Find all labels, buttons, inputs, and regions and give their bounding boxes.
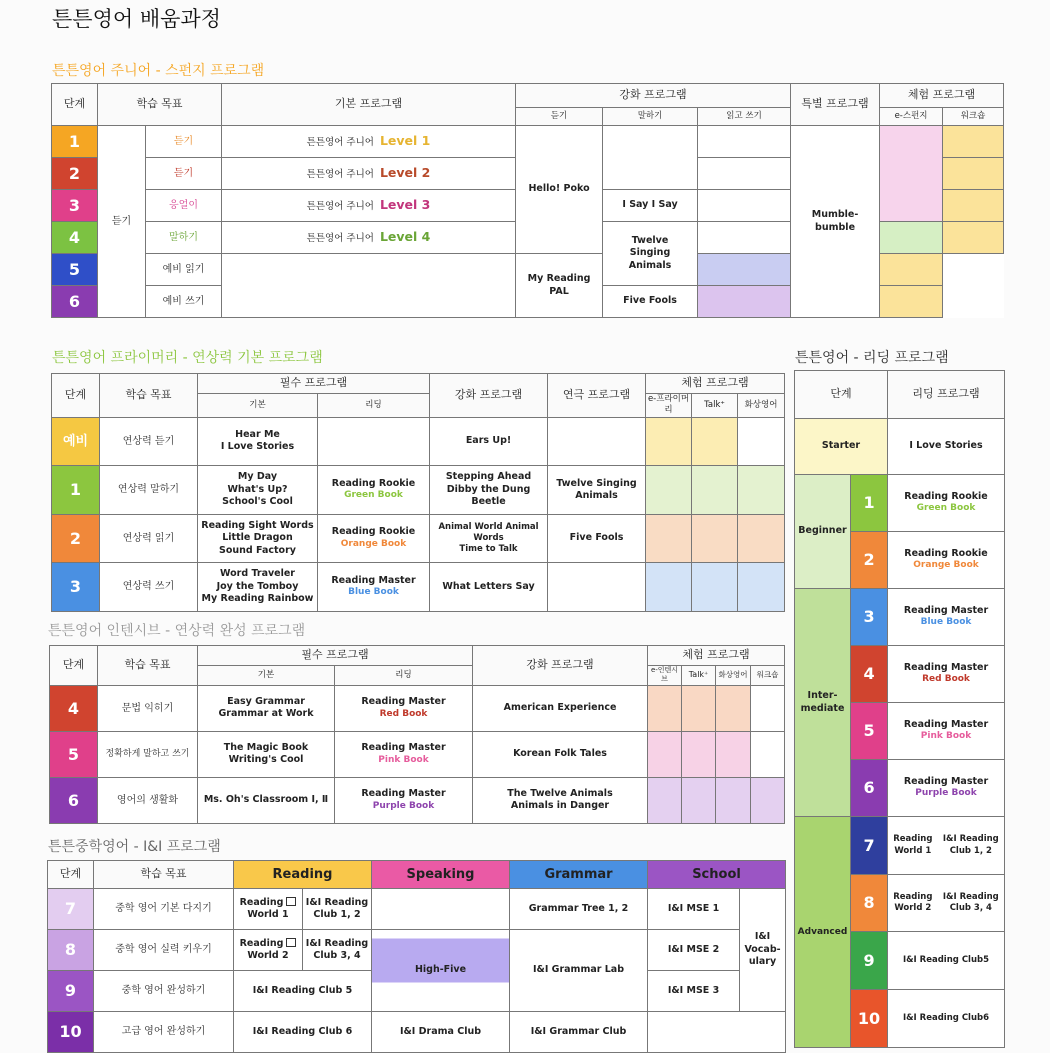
primary-title: 튼튼영어 프라이머리 - 연상력 기본 프로그램	[52, 350, 323, 366]
empty-cell	[698, 126, 791, 158]
intensive-goal: 정확하게 말하고 쓰기	[98, 731, 198, 777]
primary-basic: Reading Sight Words Little Dragon Sound Factory	[198, 514, 318, 562]
primary-goal: 연상력 읽기	[100, 514, 198, 562]
primary-goal: 연상력 쓰기	[100, 562, 198, 611]
twelve-singing-animals: Twelve Singing Animals	[603, 222, 698, 286]
esponge-cell	[880, 126, 943, 222]
level-badge: 6	[851, 760, 888, 817]
primary-basic: My Day What's Up? School's Cool	[198, 465, 318, 514]
level-badge: 2	[52, 158, 98, 190]
reading-program-split: Reading World 1 I&I Reading Club 1, 2	[888, 817, 1005, 875]
trial-cell	[716, 685, 751, 731]
primary-enhance: Stepping Ahead Dibby the Dung Beetle	[430, 465, 548, 514]
level-label: Level 4	[379, 229, 431, 245]
trial-cell	[716, 731, 751, 777]
i-say-i-say: I Say I Say	[603, 190, 698, 222]
level-badge: 3	[851, 589, 888, 646]
reading-program: I Love Stories	[888, 419, 1005, 475]
empty-cell	[603, 126, 698, 190]
intensive-reading: Reading Master Red Book	[335, 685, 473, 731]
primary-h-eprimary: e-프라이머리	[646, 394, 692, 418]
junior-goal-group: 듣기	[98, 126, 146, 318]
trial-cell	[692, 562, 738, 611]
level-badge: 5	[52, 254, 98, 286]
trial-cell	[648, 777, 682, 823]
primary-enhance: What Letters Say	[430, 562, 548, 611]
mumble-bumble: Mumble- bumble	[791, 126, 880, 318]
mse-1: I&I MSE 1	[648, 889, 740, 930]
level-badge: 2	[851, 532, 888, 589]
trial-cell	[738, 514, 785, 562]
junior-goal: 말하기	[146, 222, 222, 254]
program-name: 튼튼영어 주니어	[306, 169, 374, 181]
trial-cell	[692, 514, 738, 562]
middle-h-goal: 학습 목표	[94, 861, 234, 889]
intensive-enhance: The Twelve Animals Animals in Danger	[473, 777, 648, 823]
drama-club: I&I Drama Club	[372, 1012, 510, 1053]
middle-h-grammar: Grammar	[510, 861, 648, 889]
trial-cell	[682, 685, 716, 731]
program-name: 튼튼영어 주니어	[306, 137, 374, 149]
junior-h-workshop: 워크숍	[943, 108, 1004, 126]
intensive-enhance: Korean Folk Tales	[473, 731, 648, 777]
trial-cell	[646, 465, 692, 514]
junior-h-esponge: e-스펀지	[880, 108, 943, 126]
workshop-cell	[943, 126, 1004, 158]
level-badge: 1	[851, 475, 888, 532]
junior-h-readwrite: 읽고 쓰기	[698, 108, 791, 126]
trial-cell	[646, 562, 692, 611]
trial-cell	[692, 417, 738, 465]
intensive-h-talk: Talk⁺	[682, 666, 716, 686]
intensive-h-level: 단계	[50, 646, 98, 686]
primary-reading: Reading Rookie Green Book	[318, 465, 430, 514]
primary-h-reading: 리딩	[318, 394, 430, 418]
empty-cell	[698, 158, 791, 190]
junior-h-goal: 학습 목표	[98, 84, 222, 126]
junior-h-trial: 체험 프로그램	[880, 84, 1004, 108]
empty-cell	[548, 562, 646, 611]
primary-h-basic: 기본	[198, 394, 318, 418]
workshop-cell	[943, 222, 1004, 254]
level-badge: 1	[52, 126, 98, 158]
intensive-basic: Easy Grammar Grammar at Work	[198, 685, 335, 731]
starter-label: Starter	[795, 419, 888, 475]
advanced-label: Advanced	[795, 817, 851, 1048]
grammar-club: I&I Grammar Club	[510, 1012, 648, 1053]
trial-cell	[738, 562, 785, 611]
trial-cell	[646, 514, 692, 562]
reading-club-1-2: I&I Reading Club 1, 2	[303, 889, 372, 930]
primary-h-trial: 체험 프로그램	[646, 374, 785, 394]
beginner-label: Beginner	[795, 475, 851, 589]
primary-h-drama: 연극 프로그램	[548, 374, 646, 418]
esponge-cell	[698, 254, 791, 286]
intensive-goal: 문법 익히기	[98, 685, 198, 731]
middle-goal: 중학 영어 기본 다지기	[94, 889, 234, 930]
reading-program: Reading Master Blue Book	[888, 589, 1005, 646]
workshop-cell	[880, 286, 943, 318]
trial-cell	[716, 777, 751, 823]
level-badge: 3	[52, 562, 100, 611]
program-name: 튼튼영어 주니어	[306, 233, 374, 245]
level-badge: 7	[48, 889, 94, 930]
junior-program	[222, 222, 516, 254]
intensive-h-trial: 체험 프로그램	[648, 646, 785, 666]
middle-goal: 중학 영어 완성하기	[94, 971, 234, 1012]
junior-h-listen: 듣기	[516, 108, 603, 126]
empty-cell	[751, 731, 785, 777]
reading-program: I&I Reading Club5	[888, 932, 1005, 990]
level-badge: 2	[52, 514, 100, 562]
empty-cell	[698, 222, 791, 254]
trial-cell	[682, 731, 716, 777]
primary-h-talk: Talk⁺	[692, 394, 738, 418]
trial-cell	[738, 465, 785, 514]
reading-club-3-4: I&I Reading Club 3, 4	[303, 930, 372, 971]
mse-2: I&I MSE 2	[648, 930, 740, 971]
level-badge: 10	[851, 990, 888, 1048]
junior-goal: 듣기	[146, 126, 222, 158]
primary-table	[51, 373, 785, 612]
trial-cell	[648, 685, 682, 731]
middle-h-speaking: Speaking	[372, 861, 510, 889]
intensive-h-workshop: 워크숍	[751, 666, 785, 686]
empty-cell	[318, 417, 430, 465]
trial-cell	[648, 731, 682, 777]
workshop-cell	[943, 190, 1004, 222]
primary-basic: Word Traveler Joy the Tomboy My Reading Rainbow	[198, 562, 318, 611]
primary-h-goal: 학습 목표	[100, 374, 198, 418]
middle-table	[47, 860, 786, 1053]
primary-drama: Twelve Singing Animals	[548, 465, 646, 514]
level-badge: 3	[52, 190, 98, 222]
monitor-icon	[286, 938, 296, 947]
level-badge: 10	[48, 1012, 94, 1053]
level-badge: 9	[48, 971, 94, 1012]
level-badge: 4	[52, 222, 98, 254]
reading-program: Reading Master Pink Book	[888, 703, 1005, 760]
reading-program: I&I Reading Club6	[888, 990, 1005, 1048]
intensive-h-enhance: 강화 프로그램	[473, 646, 648, 686]
hello-poko: Hello! Poko	[516, 126, 603, 254]
trial-cell	[751, 777, 785, 823]
empty-cell	[751, 685, 785, 731]
reading-club-5: I&I Reading Club 5	[234, 971, 372, 1012]
program-name: 튼튼영어 주니어	[306, 201, 374, 213]
primary-basic: Hear Me I Love Stories	[198, 417, 318, 465]
primary-reading: Reading Master Blue Book	[318, 562, 430, 611]
primary-drama: Five Fools	[548, 514, 646, 562]
middle-h-school: School	[648, 861, 786, 889]
empty-cell	[698, 190, 791, 222]
level-badge: 7	[851, 817, 888, 875]
level-badge: 8	[48, 930, 94, 971]
junior-h-enhance: 강화 프로그램	[516, 84, 791, 108]
intermediate-label: Inter- mediate	[795, 589, 851, 817]
empty-cell	[372, 889, 510, 930]
reading-program: Reading Rookie Orange Book	[888, 532, 1005, 589]
level-badge: 1	[52, 465, 100, 514]
empty-cell	[648, 1012, 786, 1053]
intensive-h-reading: 리딩	[335, 666, 473, 686]
junior-h-basic: 기본 프로그램	[222, 84, 516, 126]
intensive-title: 튼튼영어 인텐시브 - 연상력 완성 프로그램	[48, 623, 306, 639]
junior-h-speak: 말하기	[603, 108, 698, 126]
reading-h-program: 리딩 프로그램	[888, 371, 1005, 419]
intensive-h-required: 필수 프로그램	[198, 646, 473, 666]
intensive-goal: 영어의 생활화	[98, 777, 198, 823]
primary-h-video: 화상영어	[738, 394, 785, 418]
primary-goal: 연상력 말하기	[100, 465, 198, 514]
intensive-h-goal: 학습 목표	[98, 646, 198, 686]
junior-goal: 듣기	[146, 158, 222, 190]
primary-h-level: 단계	[52, 374, 100, 418]
vocabulary: I&I Vocab- ulary	[740, 889, 786, 1012]
level-badge: 6	[52, 286, 98, 318]
primary-reading: Reading Rookie Orange Book	[318, 514, 430, 562]
reading-club-6: I&I Reading Club 6	[234, 1012, 372, 1053]
middle-h-level: 단계	[48, 861, 94, 889]
junior-program	[222, 158, 516, 190]
esponge-cell	[880, 222, 943, 254]
empty-cell	[548, 417, 646, 465]
page-title: 튼튼영어 배움과정	[52, 7, 221, 31]
intensive-reading: Reading Master Pink Book	[335, 731, 473, 777]
intensive-h-eintensive: e-인텐시브	[648, 666, 682, 686]
level-label: Level 3	[379, 197, 431, 213]
reading-world-1: Reading World 1	[234, 889, 303, 930]
primary-enhance: Animal World Animal Words Time to Talk	[430, 514, 548, 562]
junior-table	[51, 83, 1004, 318]
intensive-h-basic: 기본	[198, 666, 335, 686]
junior-h-special: 특별 프로그램	[791, 84, 880, 126]
primary-h-enhance: 강화 프로그램	[430, 374, 548, 418]
workshop-cell	[943, 158, 1004, 190]
level-badge: 5	[851, 703, 888, 760]
five-fools: Five Fools	[603, 286, 698, 318]
intensive-h-video: 화상영어	[716, 666, 751, 686]
reading-program: Reading Master Purple Book	[888, 760, 1005, 817]
middle-title: 튼튼중학영어 - I&I 프로그램	[48, 839, 221, 855]
junior-title: 튼튼영어 주니어 - 스펀지 프로그램	[52, 63, 265, 79]
mse-3: I&I MSE 3	[648, 971, 740, 1012]
junior-goal: 응얼이	[146, 190, 222, 222]
my-reading-pal: My Reading PAL	[516, 254, 603, 318]
intensive-basic: The Magic Book Writing's Cool	[198, 731, 335, 777]
level-badge: 9	[851, 932, 888, 990]
level-label: Level 1	[379, 133, 431, 149]
level-badge: 6	[50, 777, 98, 823]
primary-h-required: 필수 프로그램	[198, 374, 430, 394]
esponge-cell	[698, 286, 791, 318]
middle-goal: 중학 영어 실력 키우기	[94, 930, 234, 971]
workshop-cell	[880, 254, 943, 286]
empty-cell	[222, 254, 516, 318]
intensive-table	[49, 645, 785, 824]
primary-goal: 연상력 듣기	[100, 417, 198, 465]
level-badge: 예비	[52, 417, 100, 465]
grammar-lab: I&I Grammar Lab	[510, 930, 648, 1012]
reading-h-level: 단계	[795, 371, 888, 419]
level-badge: 8	[851, 875, 888, 932]
reading-table	[794, 370, 1005, 1048]
middle-goal: 고급 영어 완성하기	[94, 1012, 234, 1053]
junior-program	[222, 126, 516, 158]
junior-goal: 예비 읽기	[146, 254, 222, 286]
level-badge: 4	[851, 646, 888, 703]
intensive-basic: Ms. Oh's Classroom Ⅰ, Ⅱ	[198, 777, 335, 823]
level-badge: 4	[50, 685, 98, 731]
high-five: High-Five	[372, 930, 510, 1012]
reading-title: 튼튼영어 - 리딩 프로그램	[795, 350, 949, 366]
junior-program	[222, 190, 516, 222]
level-badge: 5	[50, 731, 98, 777]
trial-cell	[646, 417, 692, 465]
junior-h-level: 단계	[52, 84, 98, 126]
empty-cell	[738, 417, 785, 465]
reading-program: Reading Rookie Green Book	[888, 475, 1005, 532]
monitor-icon	[286, 897, 296, 906]
grammar-tree: Grammar Tree 1, 2	[510, 889, 648, 930]
reading-program-split: Reading World 2 I&I Reading Club 3, 4	[888, 875, 1005, 932]
junior-goal: 예비 쓰기	[146, 286, 222, 318]
intensive-enhance: American Experience	[473, 685, 648, 731]
trial-cell	[682, 777, 716, 823]
reading-program: Reading Master Red Book	[888, 646, 1005, 703]
intensive-reading: Reading Master Purple Book	[335, 777, 473, 823]
primary-enhance: Ears Up!	[430, 417, 548, 465]
middle-h-reading: Reading	[234, 861, 372, 889]
level-label: Level 2	[379, 165, 431, 181]
trial-cell	[692, 465, 738, 514]
reading-world-2: Reading World 2	[234, 930, 303, 971]
